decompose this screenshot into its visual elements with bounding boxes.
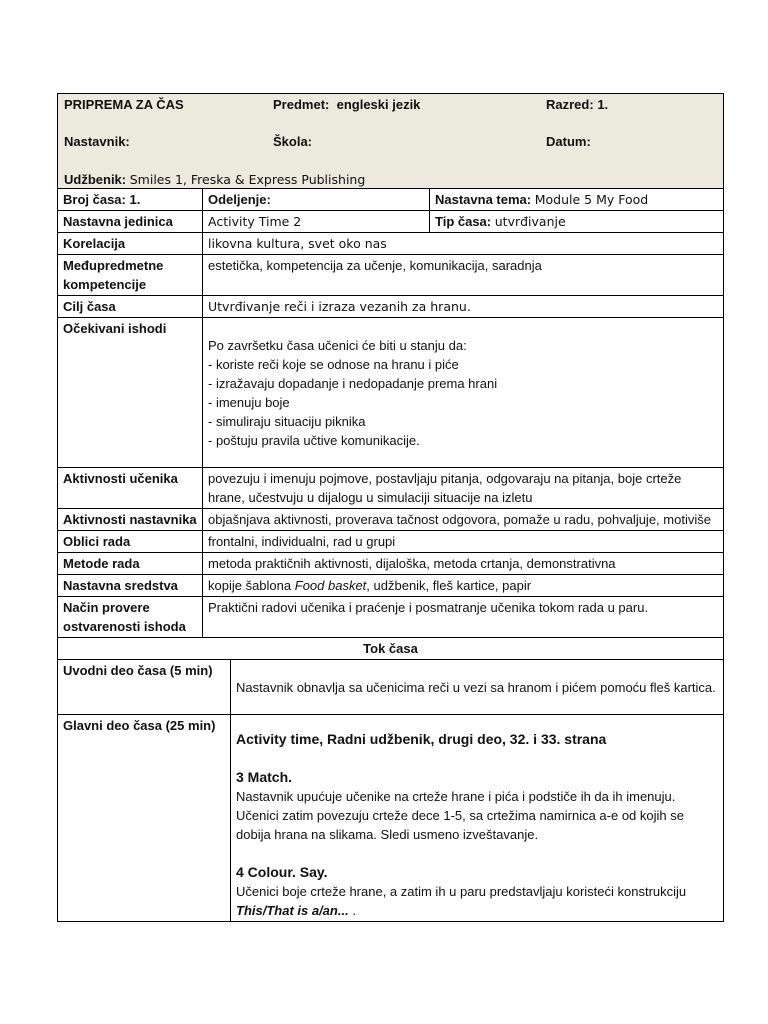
teacher-label: Nastavnik: <box>64 134 130 149</box>
competences-label: Međupredmetne kompetencije <box>58 255 203 296</box>
task4-heading: 4 Colour. Say. <box>236 864 328 880</box>
task4-text: Učenici boje crteže hrane, a zatim ih u paru predstavljaju koristeći konstrukciju <box>236 884 687 899</box>
outcome-item: - simuliraju situaciju piknika <box>208 414 366 429</box>
outcomes-row <box>58 318 724 468</box>
methods-value: metoda praktičnih aktivnosti, dijaloška, metoda crtanja, demonstrativna <box>203 553 724 575</box>
header-cell <box>58 94 724 189</box>
info-row-2 <box>58 211 724 233</box>
main-heading: Activity time, Radni udžbenik, drugi deo, 32. i 33. strana <box>236 731 607 747</box>
grade-value: 1. <box>597 97 609 112</box>
flow-title-row <box>58 638 724 660</box>
textbook-value: Smiles 1, Freska & Express Publishing <box>129 172 366 187</box>
task3-text: Nastavnik upućuje učenike na crteže hrane i pića i podstiče ih da ih imenuju. Učenici zatim povezuju crteže dece 1-5, sa crtežima namirnica a-e od kojih se dobija hrana na slikama. Sledi usmeno izveštavanje. <box>236 789 684 842</box>
forms-value: frontalni, individualni, rad u grupi <box>203 531 724 553</box>
student-activities-row <box>58 468 724 509</box>
goal-row <box>58 296 724 318</box>
header-row <box>58 94 724 189</box>
methods-label: Metode rada <box>58 553 203 575</box>
aids-row <box>58 575 724 597</box>
forms-row <box>58 531 724 553</box>
outcomes-intro: Po završetku časa učenici će biti u stanju da: <box>208 338 467 353</box>
outcome-item: - poštuju pravila učtive komunikacije. <box>208 433 420 448</box>
outcome-item: - koriste reči koje se odnose na hranu i piće <box>208 357 459 372</box>
document-title: PRIPREMA ZA ČAS <box>64 97 184 112</box>
textbook-line: Udžbenik: Smiles 1, Freska & Express Publishing <box>64 172 366 187</box>
outcomes-value <box>203 318 724 468</box>
competences-row <box>58 255 724 296</box>
subject-value: engleski jezik <box>336 97 421 112</box>
date-label: Datum: <box>546 134 591 149</box>
outcome-item: - izražavaju dopadanje i nedopadanje prema hrani <box>208 376 498 391</box>
assessment-row <box>58 597 724 638</box>
aids-italic: Food basket <box>294 578 367 593</box>
methods-row <box>58 553 724 575</box>
student-activities-value: povezuju i imenuju pojmove, postavljaju pitanja, odgovaraju na pitanja, boje crteže hrane, učestvuju u dijalogu u simulaciji situacije na izletu <box>203 468 724 509</box>
unit-label: Nastavna jedinica <box>58 211 203 233</box>
topic-cell: Nastavna tema: Module 5 My Food <box>430 189 724 211</box>
intro-value: Nastavnik obnavlja sa učenicima reči u vezi sa hranom i pićem pomoću fleš kartica. <box>231 660 724 715</box>
aids-value: kopije šablona Food basket, udžbenik, fleš kartice, papir <box>203 575 724 597</box>
goal-value: Utvrđivanje reči i izraza vezanih za hranu. <box>203 296 724 318</box>
teacher-activities-row <box>58 509 724 531</box>
correlation-label: Korelacija <box>58 233 203 255</box>
main-value <box>231 715 724 922</box>
topic-value: Module 5 My Food <box>534 192 649 207</box>
task4-example: This/That is a/an... . <box>236 903 356 918</box>
assessment-value: Praktični radovi učenika i praćenje i posmatranje učenika tokom rada u paru. <box>203 597 724 638</box>
grade-label: Razred: 1. <box>546 97 609 112</box>
outcome-item: - imenuju boje <box>208 395 290 410</box>
student-activities-label: Aktivnosti učenika <box>58 468 203 509</box>
outcomes-label: Očekivani ishodi <box>58 318 203 468</box>
lesson-type-value: utvrđivanje <box>494 214 566 229</box>
unit-value: Activity Time 2 <box>203 211 430 233</box>
main-label: Glavni deo časa (25 min) <box>58 715 231 922</box>
info-row-1 <box>58 189 724 211</box>
competences-value: estetička, kompetencija za učenje, komunikacija, saradnja <box>203 255 724 296</box>
lesson-plan-table <box>57 93 724 922</box>
intro-label: Uvodni deo časa (5 min) <box>58 660 231 715</box>
teacher-activities-value: objašnjava aktivnosti, proverava tačnost odgovora, pomaže u radu, pohvaljuje, motiviše <box>203 509 724 531</box>
class-label: Odeljenje: <box>203 189 430 211</box>
task3-heading: 3 Match. <box>236 769 293 785</box>
subject-label: Predmet: engleski jezik <box>273 97 421 112</box>
flow-title: Tok časa <box>58 638 724 660</box>
aids-label: Nastavna sredstva <box>58 575 203 597</box>
assessment-label: Način provere ostvarenosti ishoda <box>58 597 203 638</box>
forms-label: Oblici rada <box>58 531 203 553</box>
lesson-type-cell: Tip časa: utvrđivanje <box>430 211 724 233</box>
lesson-number-value: 1. <box>129 192 141 207</box>
intro-row <box>58 660 724 715</box>
main-row <box>58 715 724 922</box>
lesson-number-cell: Broj časa: 1. <box>58 189 203 211</box>
goal-label: Cilj časa <box>58 296 203 318</box>
correlation-row <box>58 233 724 255</box>
correlation-value: likovna kultura, svet oko nas <box>203 233 724 255</box>
school-label: Škola: <box>273 134 313 149</box>
teacher-activities-label: Aktivnosti nastavnika <box>58 509 203 531</box>
